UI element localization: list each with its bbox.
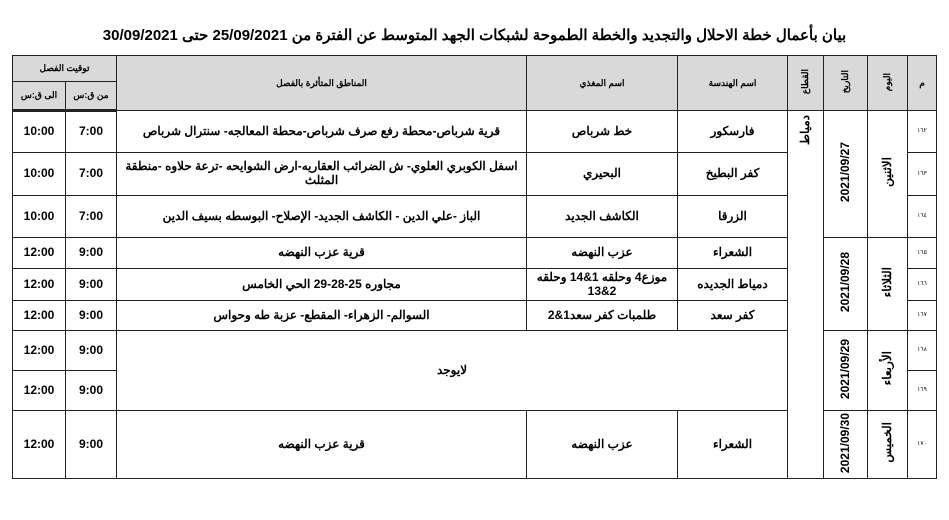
date-cell: 2021/09/28	[824, 238, 868, 331]
from-cell: 9:00	[66, 301, 117, 331]
engineering-cell: كفر البطيخ	[678, 153, 788, 196]
to-cell: 12:00	[13, 238, 66, 269]
from-cell: 9:00	[66, 269, 117, 301]
row-number: ١٦٥	[908, 238, 937, 269]
areas-cell: اسفل الكوبري العلوي- ش الضرائب العقاريه-ارض الشوايحه -ترعة حلاوه -منطقة المثلث	[117, 153, 527, 196]
day-cell: الأربعاء	[868, 331, 908, 411]
header-time-group: توقيت الفصل	[13, 56, 117, 82]
from-cell: 7:00	[66, 153, 117, 196]
feeder-cell: البحيري	[527, 153, 678, 196]
from-cell: 9:00	[66, 331, 117, 371]
to-cell: 12:00	[13, 331, 66, 371]
header-date: التاريخ	[824, 56, 868, 111]
areas-cell: قرية عزب النهضه	[117, 411, 527, 479]
engineering-cell: فارسكور	[678, 111, 788, 153]
from-cell: 9:00	[66, 371, 117, 411]
engineering-cell: الشعراء	[678, 411, 788, 479]
feeder-cell: خط شرباص	[527, 111, 678, 153]
feeder-cell: عزب النهضه	[527, 411, 678, 479]
from-cell: 7:00	[66, 196, 117, 238]
from-cell: 9:00	[66, 411, 117, 479]
header-day: اليوم	[868, 56, 908, 111]
engineering-cell: كفر سعد	[678, 301, 788, 331]
areas-cell: مجاوره 25-28-29 الحي الخامس	[117, 269, 527, 301]
page-title: بيان بأعمال خطة الاحلال والتجديد والخطة الطموحة لشبكات الجهد المتوسط عن الفترة من 25/09/2021 حتى 30/09/2021	[102, 27, 847, 44]
row-number: ١٦٨	[908, 331, 937, 371]
row-number: ١٦٤	[908, 196, 937, 238]
to-cell: 12:00	[13, 269, 66, 301]
to-cell: 12:00	[13, 371, 66, 411]
day-cell: الخميس	[868, 411, 908, 479]
areas-cell: الباز -علي الدين - الكاشف الجديد- الإصلاح- البوسطه بسيف الدين	[117, 196, 527, 238]
date-cell: 2021/09/27	[824, 111, 868, 238]
from-cell: 9:00	[66, 238, 117, 269]
to-cell: 10:00	[13, 196, 66, 238]
areas-cell: قرية عزب النهضه	[117, 238, 527, 269]
header-from: من ق:س	[66, 82, 117, 111]
engineering-cell: الزرقا	[678, 196, 788, 238]
table-row	[13, 111, 937, 153]
date-cell: 2021/09/29	[824, 331, 868, 411]
areas-cell: قرية شرباص-محطة رفع صرف شرباص-محطة المعالجه- سنترال شرباص	[117, 111, 527, 153]
areas-cell: السوالم- الزهراء- المقطع- عزبة طه وحواس	[117, 301, 527, 331]
feeder-cell: موزع4 وحلقه 1&14 وحلقه 2&13	[527, 269, 678, 301]
sector-cell: دمياط	[788, 111, 824, 479]
engineering-cell: دمياط الجديده	[678, 269, 788, 301]
to-cell: 10:00	[13, 111, 66, 153]
header-sector: القطاع	[788, 56, 824, 111]
header-feeder: اسم المغذي	[527, 56, 678, 111]
row-number: ١٧٠	[908, 411, 937, 479]
day-cell: الثلاثاء	[868, 238, 908, 331]
from-cell: 7:00	[66, 111, 117, 153]
feeder-cell: الكاشف الجديد	[527, 196, 678, 238]
row-number: ١٦٧	[908, 301, 937, 331]
to-cell: 12:00	[13, 411, 66, 479]
row-number: ١٦٦	[908, 269, 937, 301]
date-cell: 2021/09/30	[824, 411, 868, 479]
header-areas: المناطق المتأثرة بالفصل	[117, 56, 527, 111]
to-cell: 12:00	[13, 301, 66, 331]
row-number: ١٦٩	[908, 371, 937, 411]
feeder-cell: عزب النهضه	[527, 238, 678, 269]
to-cell: 10:00	[13, 153, 66, 196]
none-cell: لايوجد	[117, 331, 788, 411]
header-engineering: اسم الهندسة	[678, 56, 788, 111]
header-m: م	[908, 56, 937, 111]
schedule-table	[12, 55, 937, 479]
feeder-cell: طلمبات كفر سعد1&2	[527, 301, 678, 331]
row-number: ١٦٣	[908, 153, 937, 196]
header-to: الى ق:س	[13, 82, 66, 111]
row-number: ١٦٢	[908, 111, 937, 153]
engineering-cell: الشعراء	[678, 238, 788, 269]
day-cell: الاثنين	[868, 111, 908, 238]
